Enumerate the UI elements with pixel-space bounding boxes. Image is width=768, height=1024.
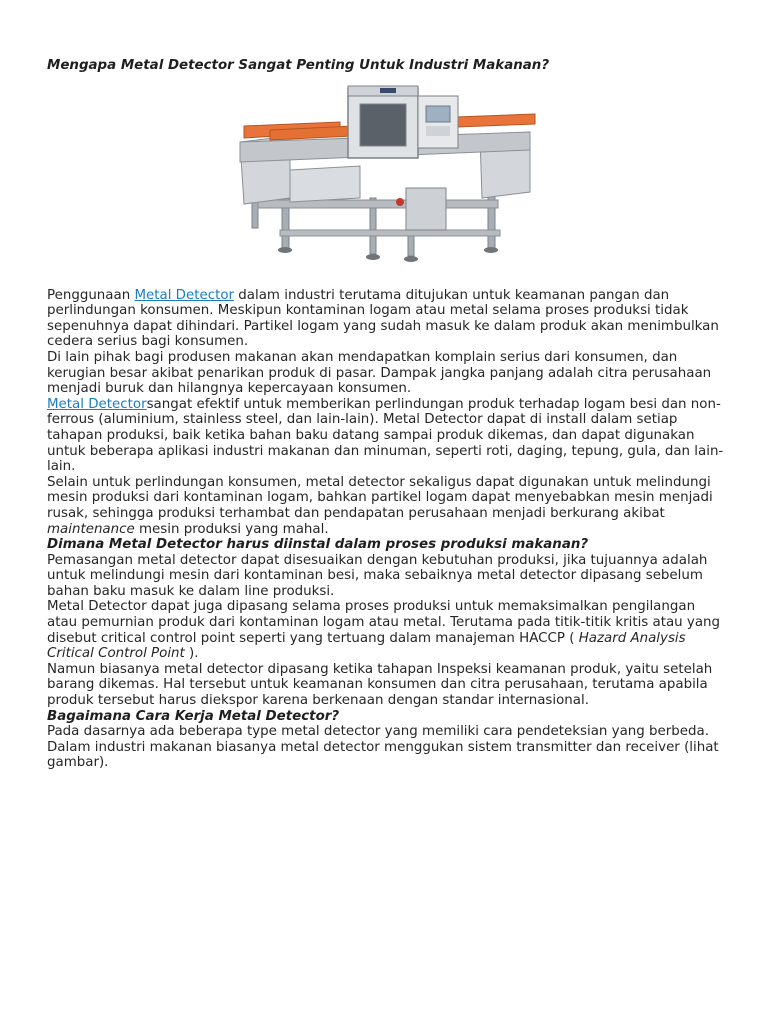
section-heading-how-it-works: Bagaimana Cara Kerja Metal Detector? bbox=[47, 708, 340, 724]
metal-detector-machine-photo bbox=[230, 80, 537, 270]
metal-detector-link-2[interactable]: Metal Detector bbox=[47, 396, 147, 412]
paragraph-4 bbox=[47, 475, 727, 537]
paragraph-5: Pemasangan metal detector dapat disesuaikan dengan kebutuhan produksi, jika tujuannya adalah untuk melindungi mesin dari kontaminan besi, maka sebaiknya metal detector dipasang sebelum bahan baku masuk ke dalam line produksi. bbox=[47, 552, 708, 599]
paragraph-1-post: dalam industri terutama ditujukan untuk keamanan pangan dan perlindungan konsumen. Meskipun kontaminan logam atau metal selama proses produksi tidak sepenuhnya dapat dihindari. Partikel logam yang sudah masuk ke dalam produk akan menimbulkan cedera serius bagi konsumen. bbox=[47, 287, 719, 350]
section-heading-installation: Dimana Metal Detector harus diinstal dalam proses produksi makanan? bbox=[47, 537, 589, 553]
article bbox=[47, 58, 727, 771]
paragraph-6-emphasis: Hazard Analysis Critical Control Point bbox=[47, 630, 686, 662]
paragraph-3 bbox=[47, 397, 727, 475]
paragraph-1-pre: Penggunaan bbox=[47, 287, 135, 303]
paragraph-6-post: ). bbox=[184, 646, 199, 662]
article-title: Mengapa Metal Detector Sangat Penting Untuk Industri Makanan? bbox=[47, 58, 550, 73]
paragraph-7: Namun biasanya metal detector dipasang ketika tahapan Inspeksi keamanan produk, yaitu setelah barang dikemas. Hal tersebut untuk keamanan konsumen dan citra perusahaan, terutama apabila produk tersebut harus diekspor karena berkenaan dengan standar internasional. bbox=[47, 661, 713, 709]
paragraph-4-post: mesin produksi yang mahal. bbox=[134, 521, 329, 537]
paragraph-6-pre: Metal Detector dapat juga dipasang selama proses produksi untuk memaksimalkan pengilangan atau pemurnian produk dari kontaminan logam atau metal. Terutama pada titik-titik kritis atau yang disebut critical control point seperti yang tertuang dalam manajeman HACCP ( bbox=[47, 599, 721, 646]
paragraph-2: Di lain pihak bagi produsen makanan akan mendapatkan komplain serius dari konsumen, dan kerugian besar akibat penarikan produk di pasar. Dampak jangka panjang adalah citra perusahaan menjadi buruk dan hilangnya kepercayaan konsumen. bbox=[47, 349, 712, 397]
paragraph-6 bbox=[47, 599, 727, 661]
paragraph-8: Pada dasarnya ada beberapa type metal detector yang memiliki cara pendeteksian yang berbeda. Dalam industri makanan biasanya metal detector menggukan sistem transmitter dan receiver (lihat gambar). bbox=[47, 724, 719, 771]
paragraph-4-emphasis: maintenance bbox=[47, 521, 135, 537]
metal-detector-link[interactable]: Metal Detector bbox=[134, 287, 235, 303]
paragraph-3-post: sangat efektif untuk memberikan perlindungan produk terhadap logam besi dan non-ferrous (aluminium, stainless steel, dan lain-lain). Metal Detector dapat di install dalam setiap tahapan produksi, baik ketika bahan baku datang sampai produk dikemas, dan dapat digunakan untuk beberapa aplikasi industri makanan dan minuman, seperti roti, daging, tepung, gula, dan lain-lain. bbox=[47, 396, 724, 475]
metal-detector-machine-icon bbox=[230, 80, 537, 270]
paragraph-4-pre: Selain untuk perlindungan konsumen, metal detector sekaligus dapat digunakan untuk melindungi mesin produksi dari kontaminan logam, bahkan partikel logam dapat menyebabkan mesin menjadi rusak, sehingga produksi terhambat dan pendapatan perusahaan menjadi berkurang akibat bbox=[47, 474, 713, 521]
paragraph-1 bbox=[47, 288, 727, 350]
